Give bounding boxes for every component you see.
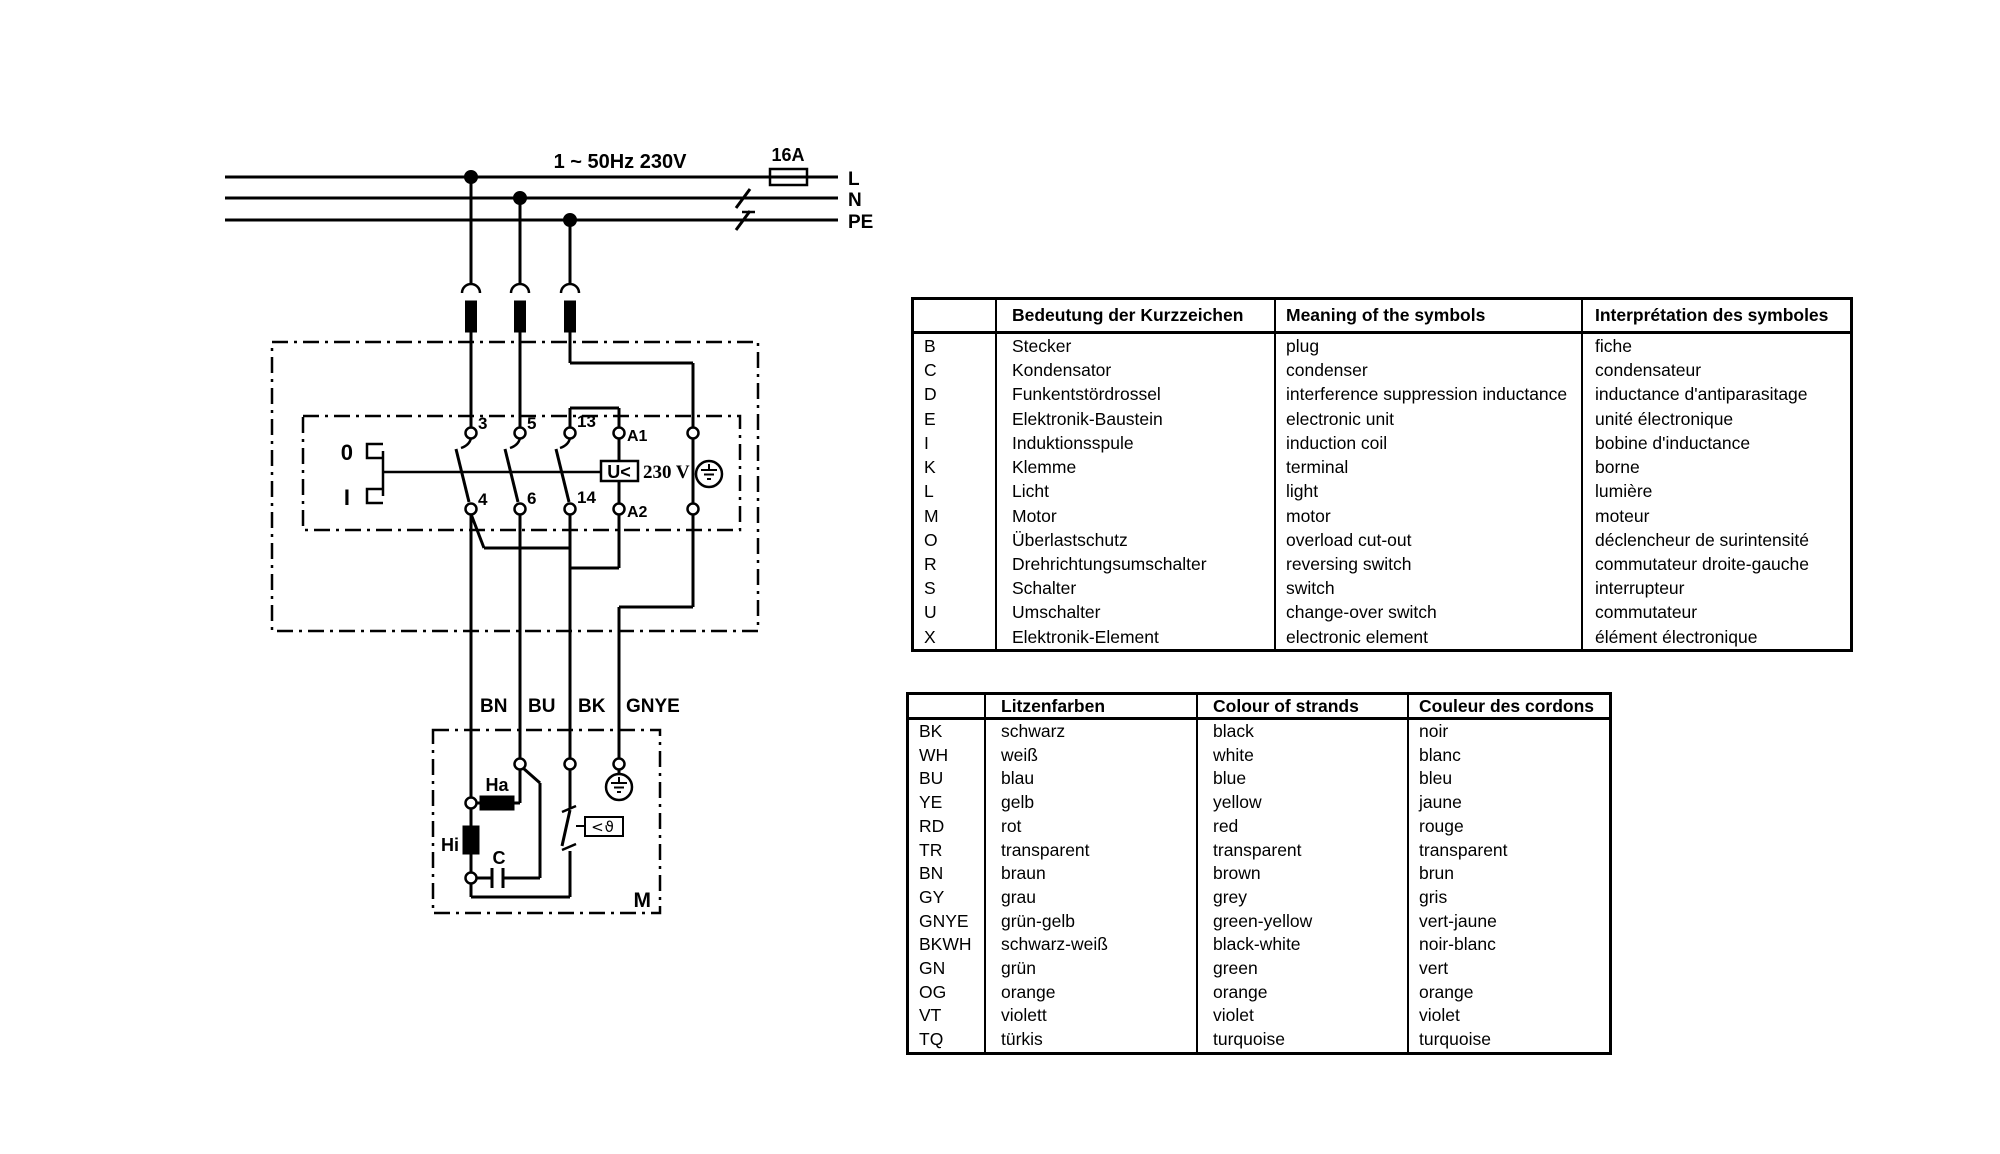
- table-cell: Funkentstördrossel: [995, 382, 1274, 406]
- table-cell: brown: [1196, 862, 1407, 886]
- table-cell: blau: [984, 767, 1196, 791]
- table-row: [909, 791, 1609, 815]
- table-cell: VT: [919, 1005, 942, 1026]
- table-cell: gelb: [984, 791, 1196, 815]
- thermal-contact-tick: [562, 844, 576, 850]
- terminal-earth-bottom: [688, 504, 699, 515]
- table-cell: Stecker: [995, 334, 1274, 358]
- symbol-table-header: [914, 300, 1850, 334]
- table-row: [909, 933, 1609, 957]
- table-cell: orange: [1407, 981, 1609, 1005]
- table-cell: electronic unit: [1274, 407, 1581, 431]
- table-cell: turquoise: [1407, 1028, 1609, 1052]
- table-cell: red: [1196, 815, 1407, 839]
- table-cell: turquoise: [1196, 1028, 1407, 1052]
- table-cell: déclencheur de surintensité: [1581, 528, 1850, 552]
- enclosure-boxes: [272, 342, 758, 913]
- terminal-13: [565, 428, 576, 439]
- undervoltage-symbol-label: U<: [607, 462, 631, 482]
- terminal-label-6: 6: [527, 489, 537, 508]
- undervoltage-voltage-label: 230 V: [643, 462, 690, 483]
- table-row: [909, 862, 1609, 886]
- terminal-label-13: 13: [577, 412, 596, 431]
- table-header-cell: Bedeutung der Kurzzeichen: [995, 300, 1274, 331]
- symbol-meaning-table: [911, 297, 1853, 652]
- table-cell: plug: [1274, 334, 1581, 358]
- table-cell: Induktionsspule: [995, 431, 1274, 455]
- fuse-rating-label: 16A: [771, 145, 805, 165]
- table-cell: M: [924, 505, 939, 526]
- table-cell: electronic element: [1274, 625, 1581, 649]
- line-label-PE: PE: [848, 212, 874, 233]
- table-cell: transparent: [1407, 839, 1609, 863]
- table-cell: WH: [919, 744, 949, 765]
- table-cell: fiche: [1581, 334, 1850, 358]
- table-cell: weiß: [984, 744, 1196, 768]
- table-cell: I: [924, 432, 929, 453]
- table-cell: grün: [984, 957, 1196, 981]
- terminal-A2: [614, 504, 625, 515]
- terminal-5: [515, 428, 526, 439]
- terminal-A1: [614, 428, 625, 439]
- circuit-labels: [341, 145, 874, 912]
- table-cell: BU: [919, 768, 944, 789]
- switch-pos-on-label: I: [343, 485, 350, 510]
- table-cell: D: [924, 384, 937, 405]
- plug-pin-icon: [515, 301, 526, 332]
- table-cell: commutateur: [1581, 600, 1850, 624]
- contact-blade: [456, 449, 469, 502]
- table-row: [909, 910, 1609, 934]
- winding-Hi-symbol: [464, 827, 478, 853]
- plug-pin-icon: [466, 301, 477, 332]
- table-cell: RD: [919, 815, 945, 836]
- table-cell: rouge: [1407, 815, 1609, 839]
- table-cell: blue: [1196, 767, 1407, 791]
- table-header-cell: Colour of strands: [1196, 695, 1407, 717]
- plug-connector: [462, 284, 579, 332]
- table-cell: blanc: [1407, 744, 1609, 768]
- actuator-bracket-on: [367, 489, 383, 503]
- table-row: [909, 744, 1609, 768]
- wire-label-BN: BN: [480, 696, 508, 717]
- table-row: [914, 334, 1850, 358]
- table-cell: orange: [984, 981, 1196, 1005]
- table-cell: light: [1274, 479, 1581, 503]
- table-cell: commutateur droite-gauche: [1581, 552, 1850, 576]
- socket-contact-icon: [462, 284, 480, 293]
- table-cell: gris: [1407, 886, 1609, 910]
- motor-label-M: M: [633, 889, 651, 912]
- table-cell: Umschalter: [995, 600, 1274, 624]
- plug-pin-icon: [565, 301, 576, 332]
- table-header-cell: Meaning of the symbols: [1274, 300, 1581, 331]
- table-header-cell: [909, 695, 984, 717]
- table-cell: orange: [1196, 981, 1407, 1005]
- table-cell: noir-blanc: [1407, 933, 1609, 957]
- table-cell: change-over switch: [1274, 600, 1581, 624]
- strand-colour-table: [906, 692, 1612, 1055]
- table-cell: white: [1196, 744, 1407, 768]
- table-row: [914, 625, 1850, 649]
- table-cell: transparent: [1196, 839, 1407, 863]
- table-cell: TR: [919, 839, 943, 860]
- terminal-label-4: 4: [478, 490, 488, 509]
- terminal-3: [466, 428, 477, 439]
- table-cell: braun: [984, 862, 1196, 886]
- table-row: [909, 981, 1609, 1005]
- table-cell: black-white: [1196, 933, 1407, 957]
- table-cell: rot: [984, 815, 1196, 839]
- table-cell: noir: [1407, 720, 1609, 744]
- table-row: [914, 455, 1850, 479]
- table-cell: OG: [919, 981, 947, 1002]
- table-cell: L: [924, 481, 934, 502]
- supply-lines: [225, 169, 838, 230]
- line-label-N: N: [848, 190, 862, 211]
- table-cell: violet: [1196, 1004, 1407, 1028]
- table-cell: interrupteur: [1581, 576, 1850, 600]
- table-cell: GNYE: [919, 910, 969, 931]
- table-cell: E: [924, 408, 936, 429]
- table-cell: U: [924, 602, 937, 623]
- colour-table-body: [909, 720, 1609, 1052]
- table-cell: bobine d'inductance: [1581, 431, 1850, 455]
- table-row: [914, 504, 1850, 528]
- terminal-label-A2: A2: [627, 504, 648, 521]
- table-cell: Licht: [995, 479, 1274, 503]
- motor-box: [433, 730, 660, 913]
- table-row: [914, 431, 1850, 455]
- table-cell: BK: [919, 721, 943, 741]
- table-cell: inductance d'antiparasitage: [1581, 382, 1850, 406]
- thermal-protector-label: <ϑ: [591, 818, 615, 836]
- table-cell: schwarz: [984, 720, 1196, 744]
- table-cell: Überlastschutz: [995, 528, 1274, 552]
- table-cell: induction coil: [1274, 431, 1581, 455]
- table-cell: grün-gelb: [984, 910, 1196, 934]
- table-row: [914, 382, 1850, 406]
- contact-blade: [505, 449, 518, 502]
- colour-table-header: [909, 695, 1609, 720]
- table-row: [909, 957, 1609, 981]
- table-row: [914, 576, 1850, 600]
- table-cell: K: [924, 457, 936, 478]
- table-cell: switch: [1274, 576, 1581, 600]
- table-cell: X: [924, 626, 936, 647]
- table-cell: overload cut-out: [1274, 528, 1581, 552]
- table-cell: black: [1196, 720, 1407, 744]
- table-cell: BKWH: [919, 934, 972, 955]
- table-cell: bleu: [1407, 767, 1609, 791]
- table-cell: motor: [1274, 504, 1581, 528]
- motor-terminal-GNYE: [614, 759, 625, 770]
- table-cell: C: [924, 360, 937, 381]
- table-row: [909, 815, 1609, 839]
- table-cell: Motor: [995, 504, 1274, 528]
- table-row: [909, 1004, 1609, 1028]
- table-cell: lumière: [1581, 479, 1850, 503]
- table-cell: moteur: [1581, 504, 1850, 528]
- table-cell: Kondensator: [995, 358, 1274, 382]
- table-cell: Elektronik-Baustein: [995, 407, 1274, 431]
- winding-Ha-symbol: [481, 797, 513, 809]
- table-row: [909, 767, 1609, 791]
- table-cell: brun: [1407, 862, 1609, 886]
- wire-label-BU: BU: [528, 696, 556, 717]
- table-header-cell: Interprétation des symboles: [1581, 300, 1850, 331]
- table-cell: élément électronique: [1581, 625, 1850, 649]
- table-cell: grey: [1196, 886, 1407, 910]
- table-row: [914, 358, 1850, 382]
- table-row: [914, 528, 1850, 552]
- earth-symbol-switch-unit: [696, 461, 722, 487]
- terminal-label-14: 14: [577, 488, 596, 507]
- motor-terminal-BK: [565, 759, 576, 770]
- terminal-4: [466, 504, 477, 515]
- table-cell: GY: [919, 886, 945, 907]
- table-cell: interference suppression inductance: [1274, 382, 1581, 406]
- table-cell: condenser: [1274, 358, 1581, 382]
- table-cell: violet: [1407, 1004, 1609, 1028]
- motor-node-BN-bottom: [466, 873, 477, 884]
- table-cell: violett: [984, 1004, 1196, 1028]
- line-label-L: L: [848, 169, 860, 190]
- start-switch-blade: [523, 768, 540, 783]
- table-row: [909, 1028, 1609, 1052]
- table-cell: borne: [1581, 455, 1850, 479]
- terminal-6: [515, 504, 526, 515]
- contact-blade: [556, 449, 569, 502]
- table-cell: TQ: [919, 1029, 944, 1050]
- thermal-contact-blade: [562, 810, 570, 846]
- table-cell: transparent: [984, 839, 1196, 863]
- table-cell: schwarz-weiß: [984, 933, 1196, 957]
- terminal-label-A1: A1: [627, 428, 648, 445]
- motor-node-BN-top: [466, 798, 477, 809]
- terminal-label-3: 3: [478, 414, 488, 433]
- table-cell: terminal: [1274, 455, 1581, 479]
- table-row: [914, 552, 1850, 576]
- table-cell: condensateur: [1581, 358, 1850, 382]
- table-row: [914, 407, 1850, 431]
- table-header-cell: Couleur des cordons: [1407, 695, 1609, 717]
- socket-contact-icon: [561, 284, 579, 293]
- table-cell: B: [924, 336, 936, 356]
- supply-label: 1 ~ 50Hz 230V: [553, 151, 687, 173]
- table-cell: grau: [984, 886, 1196, 910]
- table-cell: vert: [1407, 957, 1609, 981]
- terminal-14: [565, 504, 576, 515]
- table-cell: jaune: [1407, 791, 1609, 815]
- winding-label-Hi: Hi: [441, 835, 459, 855]
- table-cell: reversing switch: [1274, 552, 1581, 576]
- table-cell: S: [924, 578, 936, 599]
- wire-label-GNYE: GNYE: [626, 696, 680, 717]
- table-row: [909, 886, 1609, 910]
- table-cell: vert-jaune: [1407, 910, 1609, 934]
- table-cell: green: [1196, 957, 1407, 981]
- terminal-label-5: 5: [527, 414, 537, 433]
- socket-contact-icon: [511, 284, 529, 293]
- winding-label-Ha: Ha: [485, 775, 509, 795]
- table-cell: green-yellow: [1196, 910, 1407, 934]
- actuator-bracket-off: [367, 444, 383, 458]
- table-header-cell: [914, 300, 995, 331]
- wire-label-BK: BK: [578, 696, 606, 717]
- table-cell: Drehrichtungsumschalter: [995, 552, 1274, 576]
- table-row: [914, 600, 1850, 624]
- table-row: [909, 720, 1609, 744]
- table-row: [914, 479, 1850, 503]
- terminal-earth-top: [688, 428, 699, 439]
- tap-junctions: [466, 172, 576, 285]
- table-cell: YE: [919, 792, 943, 813]
- switch-pos-off-label: 0: [340, 440, 353, 465]
- table-cell: O: [924, 529, 938, 550]
- table-cell: Klemme: [995, 455, 1274, 479]
- table-cell: unité électronique: [1581, 407, 1850, 431]
- motor-terminal-BU: [515, 759, 526, 770]
- table-cell: yellow: [1196, 791, 1407, 815]
- table-cell: Schalter: [995, 576, 1274, 600]
- symbol-table-body: [914, 334, 1850, 649]
- table-cell: Elektronik-Element: [995, 625, 1274, 649]
- table-cell: türkis: [984, 1028, 1196, 1052]
- table-row: [909, 839, 1609, 863]
- table-cell: R: [924, 553, 937, 574]
- table-cell: GN: [919, 958, 946, 979]
- table-cell: BN: [919, 863, 944, 884]
- capacitor-label-C: C: [492, 848, 506, 868]
- table-header-cell: Litzenfarben: [984, 695, 1196, 717]
- switch-unit-wiring: [456, 332, 693, 798]
